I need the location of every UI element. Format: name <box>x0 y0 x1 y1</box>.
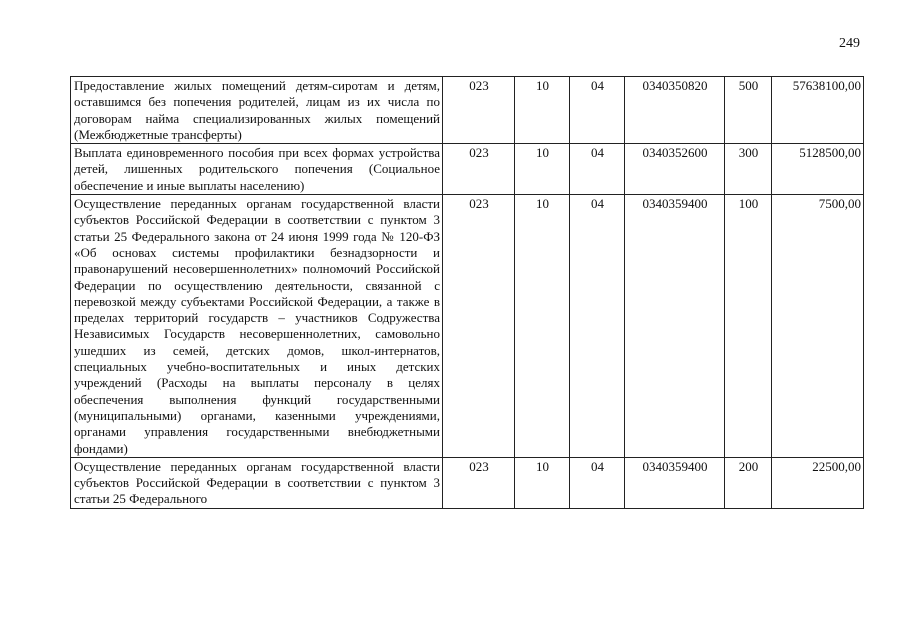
target-article-code: 0340359400 <box>625 457 725 508</box>
ministry-code: 023 <box>443 457 515 508</box>
ministry-code: 023 <box>443 144 515 195</box>
table-row <box>71 144 864 195</box>
subsection-code: 04 <box>570 457 625 508</box>
subsection-code: 04 <box>570 144 625 195</box>
page-number: 249 <box>839 36 860 51</box>
amount-value: 5128500,00 <box>772 144 864 195</box>
ministry-code: 023 <box>443 77 515 144</box>
row-description: Выплата единовременного пособия при всех формах устройства детей, лишенных родительского попечения (Социальное обеспечение и иные выплаты населению) <box>71 144 443 195</box>
row-description: Осуществление переданных органам государственной власти субъектов Российской Федерации в соответствии с пунктом 3 статьи 25 Федерального закона от 24 июня 1999 года № 120-ФЗ «Об основах системы профилактики безнадзорности и правонарушений несовершеннолетних» полномочий Российской Федерации по осуществлению деятельности, связанной с перевозкой между субъектами Российской Федерации, а также в пределах территорий государств – участников Содружества Независимых Государств несовершеннолетних, самовольно ушедших из семей, детских домов, школ-интернатов, специальных учебно-воспитательных и иных детских учреждений (Расходы на выплаты персоналу в целях обеспечения выполнения функций государственными (муниципальными) органами, казенными учреждениями, органами управления государственными внебюджетными фондами) <box>71 195 443 458</box>
expense-type-code: 100 <box>725 195 772 458</box>
target-article-code: 0340359400 <box>625 195 725 458</box>
subsection-code: 04 <box>570 195 625 458</box>
row-description: Предоставление жилых помещений детям-сиротам и детям, оставшимся без попечения родителей, лицам из их числа по договорам найма специализированных жилых помещений (Межбюджетные трансферты) <box>71 77 443 144</box>
table-row <box>71 77 864 144</box>
amount-value: 22500,00 <box>772 457 864 508</box>
expense-type-code: 200 <box>725 457 772 508</box>
section-code: 10 <box>515 195 570 458</box>
table-row <box>71 195 864 458</box>
budget-table <box>70 76 864 509</box>
subsection-code: 04 <box>570 77 625 144</box>
row-description: Осуществление переданных органам государственной власти субъектов Российской Федерации в соответствии с пунктом 3 статьи 25 Федерального <box>71 457 443 508</box>
expense-type-code: 500 <box>725 77 772 144</box>
amount-value: 7500,00 <box>772 195 864 458</box>
expense-type-code: 300 <box>725 144 772 195</box>
ministry-code: 023 <box>443 195 515 458</box>
section-code: 10 <box>515 77 570 144</box>
amount-value: 57638100,00 <box>772 77 864 144</box>
section-code: 10 <box>515 144 570 195</box>
table-row <box>71 457 864 508</box>
section-code: 10 <box>515 457 570 508</box>
target-article-code: 0340352600 <box>625 144 725 195</box>
target-article-code: 0340350820 <box>625 77 725 144</box>
